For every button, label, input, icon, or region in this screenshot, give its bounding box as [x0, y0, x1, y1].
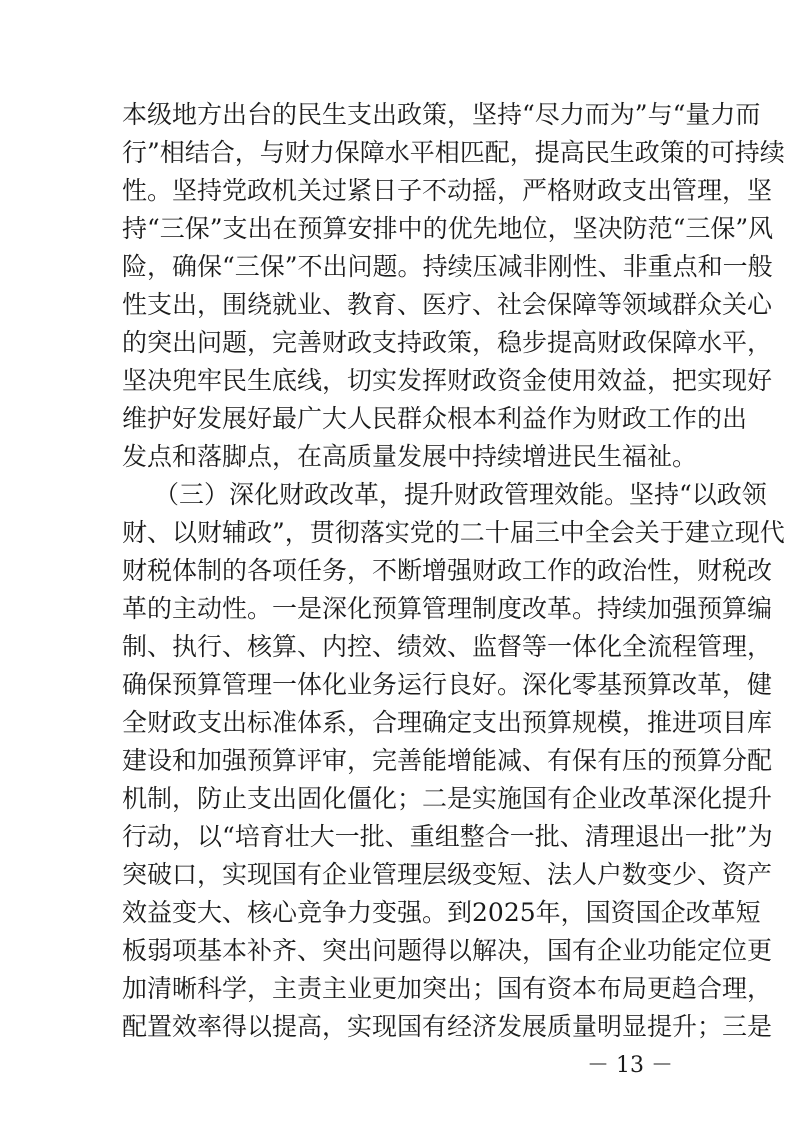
- text-line: 性。坚持党政机关过紧日子不动摇，严格财政支出管理，坚: [122, 176, 773, 205]
- text-line: 发点和落脚点，在高质量发展中持续增进民生福祉。: [122, 442, 698, 471]
- text-line: 性支出，围绕就业、教育、医疗、社会保障等领域群众关心: [122, 290, 773, 319]
- text-line: 行动，以“培育壮大一批、重组整合一批、清理退出一批”为: [122, 822, 773, 851]
- text-line: 行”相结合，与财力保障水平相匹配，提高民生政策的可持续: [122, 138, 785, 167]
- text-line: 效益变大、核心竞争力变强。到2025年，国资国企改革短: [122, 898, 761, 927]
- text-line: 机制，防止支出固化僵化；二是实施国有企业改革深化提升: [122, 784, 773, 813]
- text-line: 突破口，实现国有企业管理层级变短、法人户数变少、资产: [122, 860, 773, 889]
- text-line: 险，确保“三保”不出问题。持续压减非刚性、非重点和一般: [122, 252, 773, 281]
- section-heading-line: （三）深化财政改革，提升财政管理效能。坚持“以政领: [154, 480, 767, 509]
- text-line: 持“三保”支出在预算安排中的优先地位，坚决防范“三保”风: [122, 214, 774, 243]
- text-line: 坚决兜牢民生底线，切实发挥财政资金使用效益，把实现好: [122, 366, 773, 395]
- text-line: 财、以财辅政”，贯彻落实党的二十届三中全会关于建立现代: [122, 518, 785, 547]
- text-line: 的突出问题，完善财政支持政策，稳步提高财政保障水平，: [122, 328, 773, 357]
- text-line: 加清晰科学，主责主业更加突出；国有资本布局更趋合理，: [122, 974, 773, 1003]
- text-line: 配置效率得以提高，实现国有经济发展质量明显提升；三是: [122, 1012, 773, 1041]
- text-line: 维护好发展好最广大人民群众根本利益作为财政工作的出: [122, 404, 748, 433]
- text-line: 板弱项基本补齐、突出问题得以解决，国有企业功能定位更: [122, 936, 773, 965]
- text-line: 制、执行、核算、内控、绩效、监督等一体化全流程管理，: [122, 632, 773, 661]
- text-line: 建设和加强预算评审，完善能增能减、有保有压的预算分配: [122, 746, 773, 775]
- text-line: 本级地方出台的民生支出政策，坚持“尽力而为”与“量力而: [122, 100, 761, 129]
- text-line: 财税体制的各项任务，不断增强财政工作的政治性，财税改: [122, 556, 773, 585]
- text-line: 全财政支出标准体系，合理确定支出预算规模，推进项目库: [122, 708, 773, 737]
- page-number: － 13 －: [587, 1053, 673, 1078]
- text-line: 确保预算管理一体化业务运行良好。深化零基预算改革，健: [122, 670, 773, 699]
- text-line: 革的主动性。一是深化预算管理制度改革。持续加强预算编: [122, 594, 773, 623]
